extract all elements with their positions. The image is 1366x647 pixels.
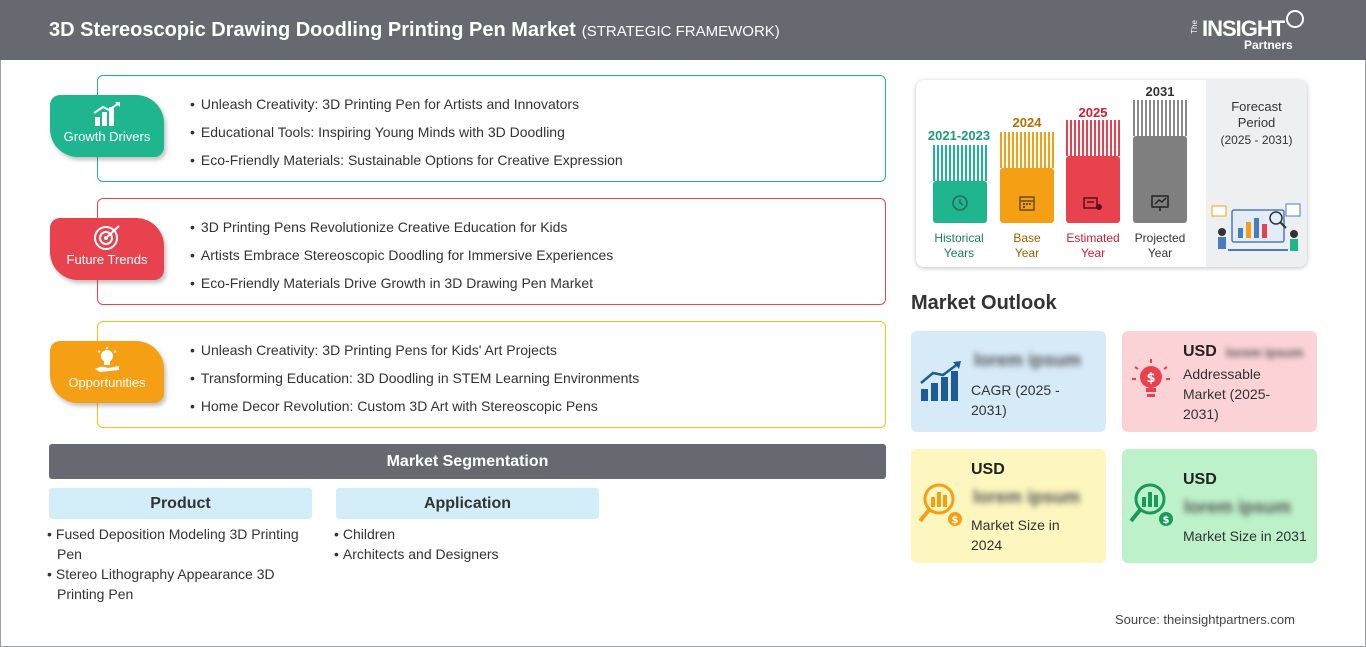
- growth-drivers-badge: [50, 95, 164, 157]
- application-item: • Children: [334, 524, 599, 544]
- timeline-year-projected: 2031: [1145, 84, 1175, 99]
- addressable-usd: USD: [1183, 343, 1217, 360]
- cagr-card: [911, 331, 1106, 432]
- source-credit: Source: theinsightpartners.com: [1115, 612, 1295, 627]
- timeline-year-estimated: 2025: [1078, 105, 1108, 120]
- addressable-market-card: [1122, 331, 1317, 432]
- growth-chart-icon: [919, 361, 963, 408]
- timeline-stripe-estimated: [1066, 120, 1120, 156]
- product-item: • Fused Deposition Modeling 3D Printing Pen: [47, 524, 312, 564]
- size-2024-value: lorem ipsum: [973, 487, 1081, 507]
- timeline-label-historical: Historical Years: [934, 231, 984, 260]
- application-header: Application: [336, 488, 599, 519]
- projection-icon: [1148, 193, 1172, 213]
- future-trends-list: [190, 218, 613, 302]
- timeline-year-historical: 2021-2023: [927, 128, 991, 143]
- size-2031-value: lorem ipsum: [1184, 497, 1292, 517]
- svg-text:$: $: [951, 515, 959, 526]
- money-lightbulb-icon: [1130, 357, 1172, 410]
- addressable-value: lorem ipsum: [1226, 345, 1304, 360]
- cagr-label: CAGR (2025 - 2031): [971, 382, 1060, 418]
- money-magnifier-green-icon: [1128, 481, 1176, 534]
- growth-driver-item: • Unleash Creativity: 3D Printing Pen for Artists and Innovators: [190, 95, 623, 123]
- lightbulb-hand-icon: [50, 341, 164, 371]
- future-trends-label: Future Trends: [66, 252, 148, 267]
- application-item: • Architects and Designers: [334, 544, 599, 564]
- opportunity-item: • Unleash Creativity: 3D Printing Pens for Kids' Art Projects: [190, 341, 639, 369]
- history-icon: [948, 193, 972, 213]
- future-trends-badge: [50, 218, 164, 280]
- cagr-value: lorem ipsum: [974, 350, 1082, 370]
- timeline-label-projected: Projected Year: [1134, 231, 1186, 260]
- timeline-label-base: Base Year: [1013, 231, 1041, 260]
- product-item: • Stereo Lithography Appearance 3D Printing Pen: [47, 564, 312, 604]
- page-title: 3D Stereoscopic Drawing Doodling Printing Pen Market (STRATEGIC FRAMEWORK): [49, 19, 780, 41]
- opportunity-item: • Home Decor Revolution: Custom 3D Art with Stereoscopic Pens: [190, 397, 639, 425]
- market-size-2031-card: [1122, 449, 1317, 563]
- logo-ring-icon: [1286, 10, 1304, 28]
- timeline-label-estimated: Estimated Year: [1066, 231, 1120, 260]
- svg-text:$: $: [1146, 371, 1156, 386]
- page-subtitle: (STRATEGIC FRAMEWORK): [581, 23, 780, 40]
- opportunities-badge: [50, 341, 164, 403]
- forecast-period: (2025 - 2031): [1220, 133, 1293, 147]
- market-size-2024-card: [911, 449, 1106, 563]
- addressable-label: Addressable Market (2025- 2031): [1183, 366, 1271, 422]
- size-2024-usd: USD: [971, 461, 1005, 478]
- growth-driver-item: • Educational Tools: Inspiring Young Minds with 3D Doodling: [190, 123, 623, 151]
- size-2024-label: Market Size in 2024: [971, 517, 1060, 553]
- timeline-stripe-base: [1000, 132, 1054, 168]
- size-2031-usd: USD: [1183, 471, 1217, 488]
- future-trends-box: [97, 198, 886, 305]
- forecast-title: Forecast Period: [1231, 99, 1282, 130]
- logo-the: The: [1190, 20, 1199, 34]
- insight-partners-logo[interactable]: [1190, 12, 1310, 52]
- product-list: [47, 524, 312, 604]
- timeline-year-base: 2024: [1012, 115, 1042, 130]
- growth-drivers-list: [190, 95, 623, 179]
- calendar-icon: [1015, 193, 1039, 213]
- logo-insight: INSIGHT: [1202, 16, 1285, 41]
- bar-chart-icon: [50, 95, 164, 125]
- timeline-stripe-projected: [1133, 100, 1187, 136]
- opportunities-list: [190, 341, 639, 425]
- application-list: [334, 524, 599, 564]
- svg-text:$: $: [1162, 515, 1170, 526]
- future-trend-item: • Eco-Friendly Materials Drive Growth in 3D Drawing Pen Market: [190, 274, 613, 302]
- money-magnifier-icon: [917, 481, 965, 534]
- market-segmentation-title: Market Segmentation: [49, 444, 886, 479]
- opportunity-item: • Transforming Education: 3D Doodling in STEM Learning Environments: [190, 369, 639, 397]
- estimate-icon: [1081, 193, 1105, 213]
- future-trend-item: • 3D Printing Pens Revolutionize Creative Education for Kids: [190, 218, 613, 246]
- growth-driver-item: • Eco-Friendly Materials: Sustainable Options for Creative Expression: [190, 151, 623, 179]
- forecast-period-panel: [1206, 80, 1307, 267]
- product-header: Product: [49, 488, 312, 519]
- market-outlook-title: Market Outlook: [911, 292, 1057, 314]
- opportunities-box: [97, 321, 886, 428]
- header-bar: [0, 0, 1366, 60]
- analytics-people-icon: [1210, 200, 1302, 261]
- logo-partners: Partners: [1244, 38, 1293, 52]
- opportunities-label: Opportunities: [68, 375, 146, 390]
- size-2031-label: Market Size in 2031: [1183, 528, 1307, 544]
- target-icon: [50, 218, 164, 248]
- growth-drivers-box: [97, 75, 886, 182]
- future-trend-item: • Artists Embrace Stereoscopic Doodling for Immersive Experiences: [190, 246, 613, 274]
- timeline-stripe-historical: [933, 145, 987, 181]
- growth-drivers-label: Growth Drivers: [63, 129, 151, 144]
